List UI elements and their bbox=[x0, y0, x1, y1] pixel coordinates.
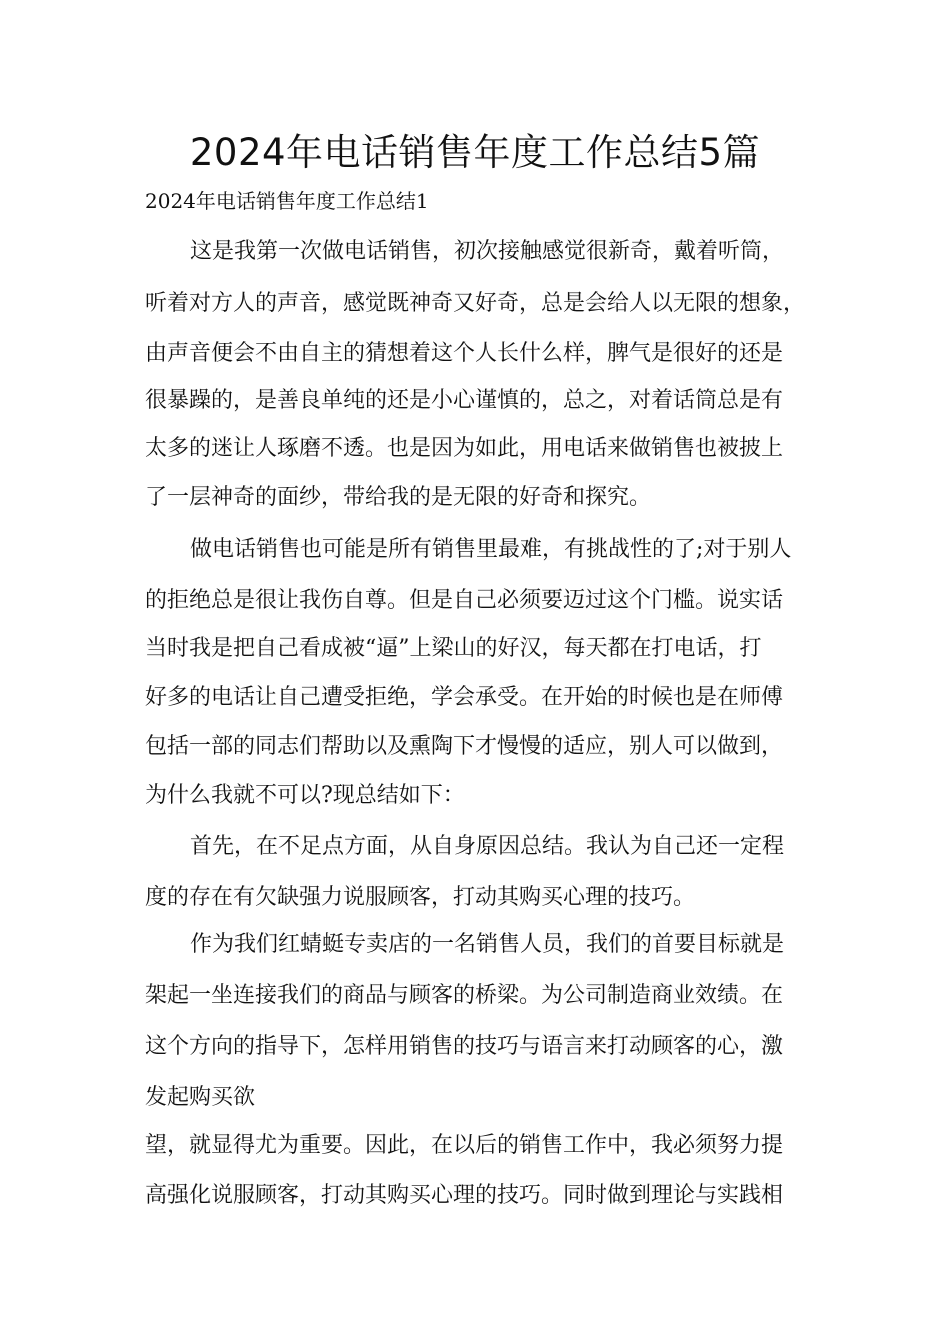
section-heading: 2024年电话销售年度工作总结1 bbox=[145, 189, 429, 213]
paragraph-line: 作为我们红蜻蜓专卖店的一名销售人员，我们的首要目标就是 bbox=[190, 932, 785, 957]
paragraph-line: 为什么我就不可以?现总结如下： bbox=[145, 783, 465, 808]
paragraph-line: 这是我第一次做电话销售，初次接触感觉很新奇，戴着听筒， bbox=[190, 239, 785, 264]
paragraph-line: 发起购买欲 bbox=[145, 1085, 256, 1110]
paragraph-line: 好多的电话让自己遭受拒绝，学会承受。在开始的时候也是在师傅 bbox=[145, 685, 784, 710]
document-title: 2024年电话销售年度工作总结5篇 bbox=[189, 131, 761, 174]
paragraph-line: 度的存在有欠缺强力说服顾客，打动其购买心理的技巧。 bbox=[145, 885, 696, 910]
paragraph-line: 首先，在不足点方面，从自身原因总结。我认为自己还一定程 bbox=[190, 834, 785, 859]
paragraph-line: 了一层神奇的面纱，带给我的是无限的好奇和探究。 bbox=[145, 485, 652, 510]
paragraph-line: 这个方向的指导下，怎样用销售的技巧与语言来打动顾客的心，激 bbox=[145, 1034, 784, 1059]
paragraph-line: 太多的迷让人琢磨不透。也是因为如此，用电话来做销售也被披上 bbox=[145, 436, 784, 461]
paragraph-line: 由声音便会不由自主的猜想着这个人长什么样，脾气是很好的还是 bbox=[145, 341, 784, 366]
paragraph-line: 做电话销售也可能是所有销售里最难，有挑战性的了;对于别人 bbox=[190, 537, 792, 562]
paragraph-line: 当时我是把自己看成被“逼”上梁山的好汉，每天都在打电话，打 bbox=[145, 636, 762, 661]
paragraph-line: 架起一坐连接我们的商品与顾客的桥梁。为公司制造商业效绩。在 bbox=[145, 983, 784, 1008]
paragraph-line: 望，就显得尤为重要。因此，在以后的销售工作中，我必须努力提 bbox=[145, 1133, 784, 1158]
paragraph-line: 听着对方人的声音，感觉既神奇又好奇，总是会给人以无限的想象， bbox=[145, 291, 806, 316]
paragraph-line: 的拒绝总是很让我伤自尊。但是自己必须要迈过这个门槛。说实话 bbox=[145, 588, 784, 613]
paragraph-line: 包括一部的同志们帮助以及熏陶下才慢慢的适应，别人可以做到， bbox=[145, 734, 784, 759]
paragraph-line: 很暴躁的，是善良单纯的还是小心谨慎的，总之，对着话筒总是有 bbox=[145, 388, 784, 413]
paragraph-line: 高强化说服顾客，打动其购买心理的技巧。同时做到理论与实践相 bbox=[145, 1183, 784, 1208]
